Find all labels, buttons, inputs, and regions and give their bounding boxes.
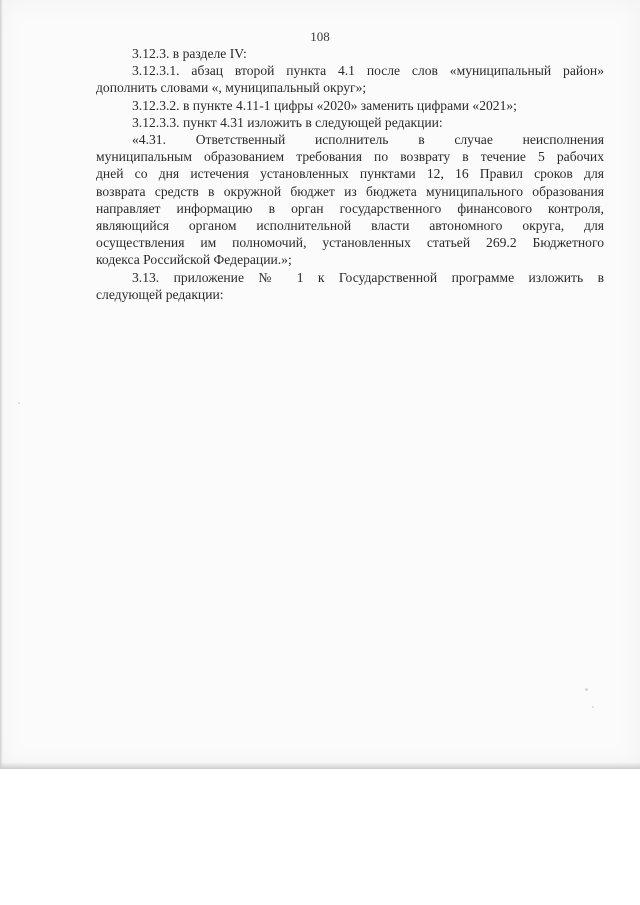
paragraph-line: 3.12.3.1. абзац второй пункта 4.1 после слов «муниципальный район»: [132, 63, 604, 79]
paragraph-line: следующей редакции:: [96, 286, 224, 302]
paragraph-line: «4.31. Ответственный исполнитель в случае неисполнения: [132, 132, 604, 148]
scan-speck: [585, 688, 588, 691]
page-edge-shadow: [0, 0, 3, 768]
paragraph-line: муниципальным образованием требования по возврату в течение 5 рабочих: [96, 149, 604, 165]
page-bottom-shadow: [0, 762, 640, 769]
scan-speck: [18, 402, 20, 404]
paragraph-line: направляет информацию в орган государственного финансового контроля,: [96, 200, 604, 216]
paragraph-line: 3.12.3.2. в пункте 4.11-1 цифры «2020» заменить цифрами «2021»;: [132, 97, 517, 113]
paragraph-line: 3.12.3.3. пункт 4.31 изложить в следующей редакции:: [132, 114, 443, 130]
paragraph-line: осуществления им полномочий, установленных статьей 269.2 Бюджетного: [96, 235, 604, 251]
paragraph-line: дней со дня истечения установленных пунктами 12, 16 Правил сроков для: [96, 166, 604, 182]
paragraph-line: 3.12.3. в разделе IV:: [132, 46, 247, 61]
page-number: 108: [310, 29, 330, 44]
paragraph-line: дополнить словами «, муниципальный округ»;: [96, 80, 367, 96]
paragraph-line: возврата средств в окружной бюджет из бюджета муниципального образования: [96, 183, 604, 199]
paragraph-line: 3.13. приложение № 1 к Государственной программе изложить в: [132, 269, 604, 285]
paragraph-line: являющийся органом исполнительной власти автономного округа, для: [96, 218, 604, 234]
scan-speck: [592, 706, 594, 708]
document-body: [96, 45, 604, 303]
paragraph-line: кодекса Российской Федерации.»;: [96, 252, 292, 268]
